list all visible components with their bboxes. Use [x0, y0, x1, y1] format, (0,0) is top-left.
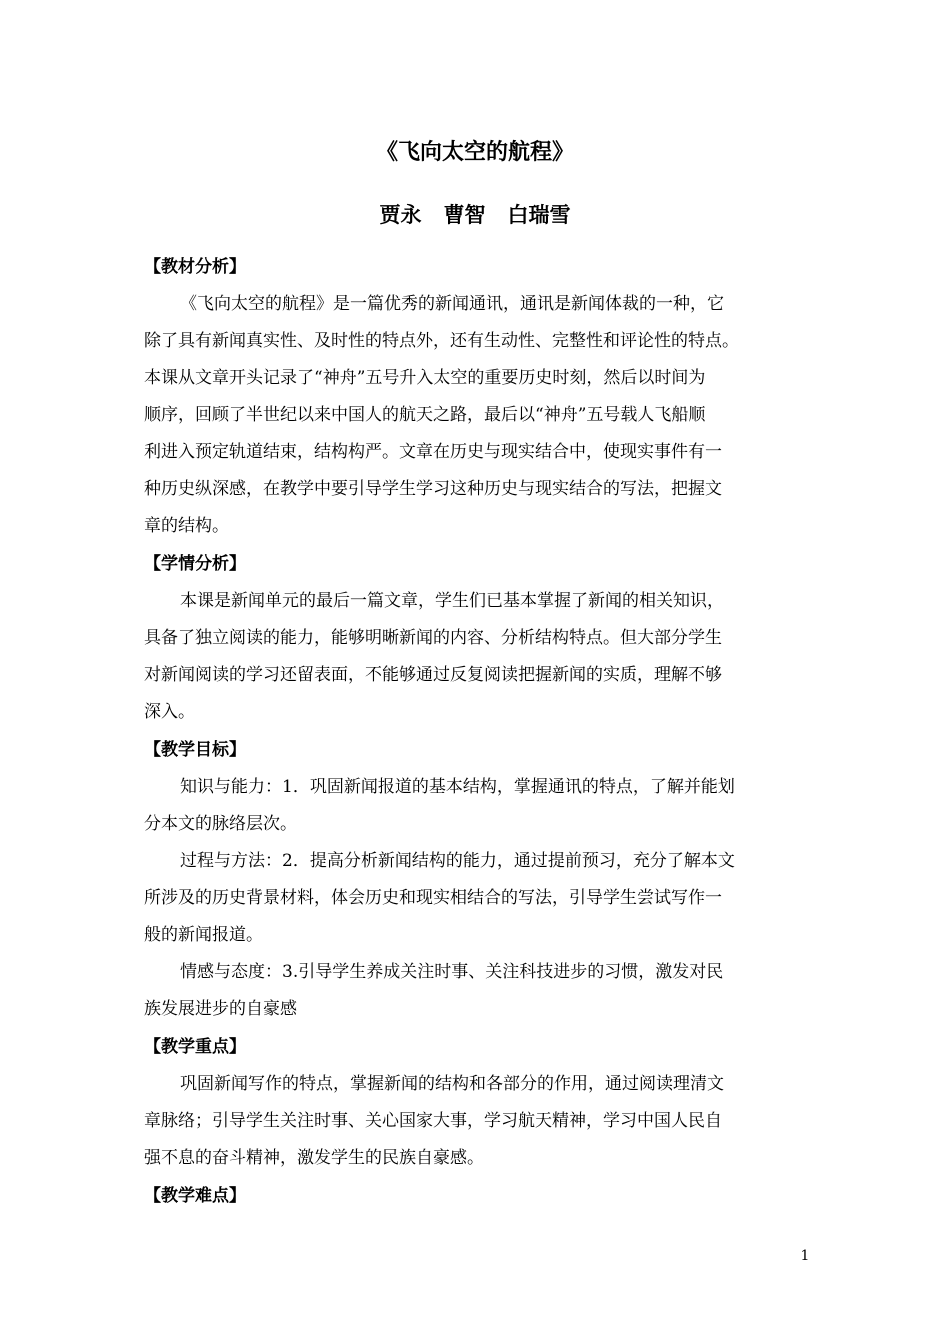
author-line — [0, 198, 950, 232]
author-name: 白瑞雪 — [507, 203, 571, 227]
paragraph — [144, 583, 810, 731]
text-line: 强不息的奋斗精神，激发学生的民族自豪感。 — [144, 1148, 484, 1168]
paragraph — [144, 769, 810, 843]
section-textbook-analysis — [144, 248, 810, 545]
text-line: 深入。 — [144, 702, 195, 722]
author-name: 贾永 — [379, 203, 422, 227]
text-line: 《飞向太空的航程》是一篇优秀的新闻通讯，通讯是新闻体裁的一种，它 — [180, 294, 724, 314]
section-student-analysis — [144, 545, 810, 731]
paragraph — [144, 1066, 810, 1177]
text-line: 知识与能力：1．巩固新闻报道的基本结构，掌握通讯的特点，了解并能划 — [180, 777, 735, 797]
paragraph — [144, 954, 810, 1028]
text-line: 章的结构。 — [144, 516, 229, 536]
text-line: 顺序，回顾了半世纪以来中国人的航天之路，最后以“神舟”五号载人飞船顺 — [144, 405, 706, 425]
text-line: 过程与方法：2．提高分析新闻结构的能力，通过提前预习，充分了解本文 — [180, 851, 735, 871]
section-heading: 【教学重点】 — [144, 1037, 246, 1057]
document-title: 《飞向太空的航程》 — [375, 140, 574, 165]
section-teaching-focus — [144, 1028, 810, 1177]
text-line: 巩固新闻写作的特点，掌握新闻的结构和各部分的作用，通过阅读理清文 — [180, 1074, 724, 1094]
section-heading: 【教学难点】 — [144, 1186, 246, 1206]
text-line: 般的新闻报道。 — [144, 925, 263, 945]
paragraph — [144, 286, 810, 545]
text-line: 具备了独立阅读的能力，能够明晰新闻的内容、分析结构特点。但大部分学生 — [144, 628, 722, 648]
text-line: 章脉络；引导学生关注时事、关心国家大事，学习航天精神，学习中国人民自 — [144, 1111, 722, 1131]
text-line: 种历史纵深感，在教学中要引导学生学习这种历史与现实结合的写法，把握文 — [144, 479, 722, 499]
text-line: 族发展进步的自豪感 — [144, 999, 297, 1019]
text-line: 分本文的脉络层次。 — [144, 814, 297, 834]
document-body — [144, 248, 810, 1215]
text-line: 对新闻阅读的学习还留表面，不能够通过反复阅读把握新闻的实质，理解不够 — [144, 665, 722, 685]
page-number: 1 — [800, 1248, 810, 1264]
section-heading: 【教学目标】 — [144, 740, 246, 760]
section-heading: 【教材分析】 — [144, 257, 246, 277]
text-line: 利进入预定轨道结束，结构构严。文章在历史与现实结合中，使现实事件有一 — [144, 442, 722, 462]
text-line: 所涉及的历史背景材料，体会历史和现实相结合的写法，引导学生尝试写作一 — [144, 888, 722, 908]
text-line: 除了具有新闻真实性、及时性的特点外，还有生动性、完整性和评论性的特点。 — [144, 331, 739, 351]
section-teaching-goals — [144, 731, 810, 1028]
author-name: 曹智 — [443, 203, 486, 227]
paragraph — [144, 843, 810, 954]
text-line: 本课从文章开头记录了“神舟”五号升入太空的重要历史时刻，然后以时间为 — [144, 368, 706, 388]
text-line: 本课是新闻单元的最后一篇文章，学生们已基本掌握了新闻的相关知识， — [180, 591, 724, 611]
section-heading: 【学情分析】 — [144, 554, 246, 574]
text-line: 情感与态度：3.引导学生养成关注时事、关注科技进步的习惯，激发对民 — [180, 962, 724, 982]
section-teaching-difficulty — [144, 1177, 810, 1215]
